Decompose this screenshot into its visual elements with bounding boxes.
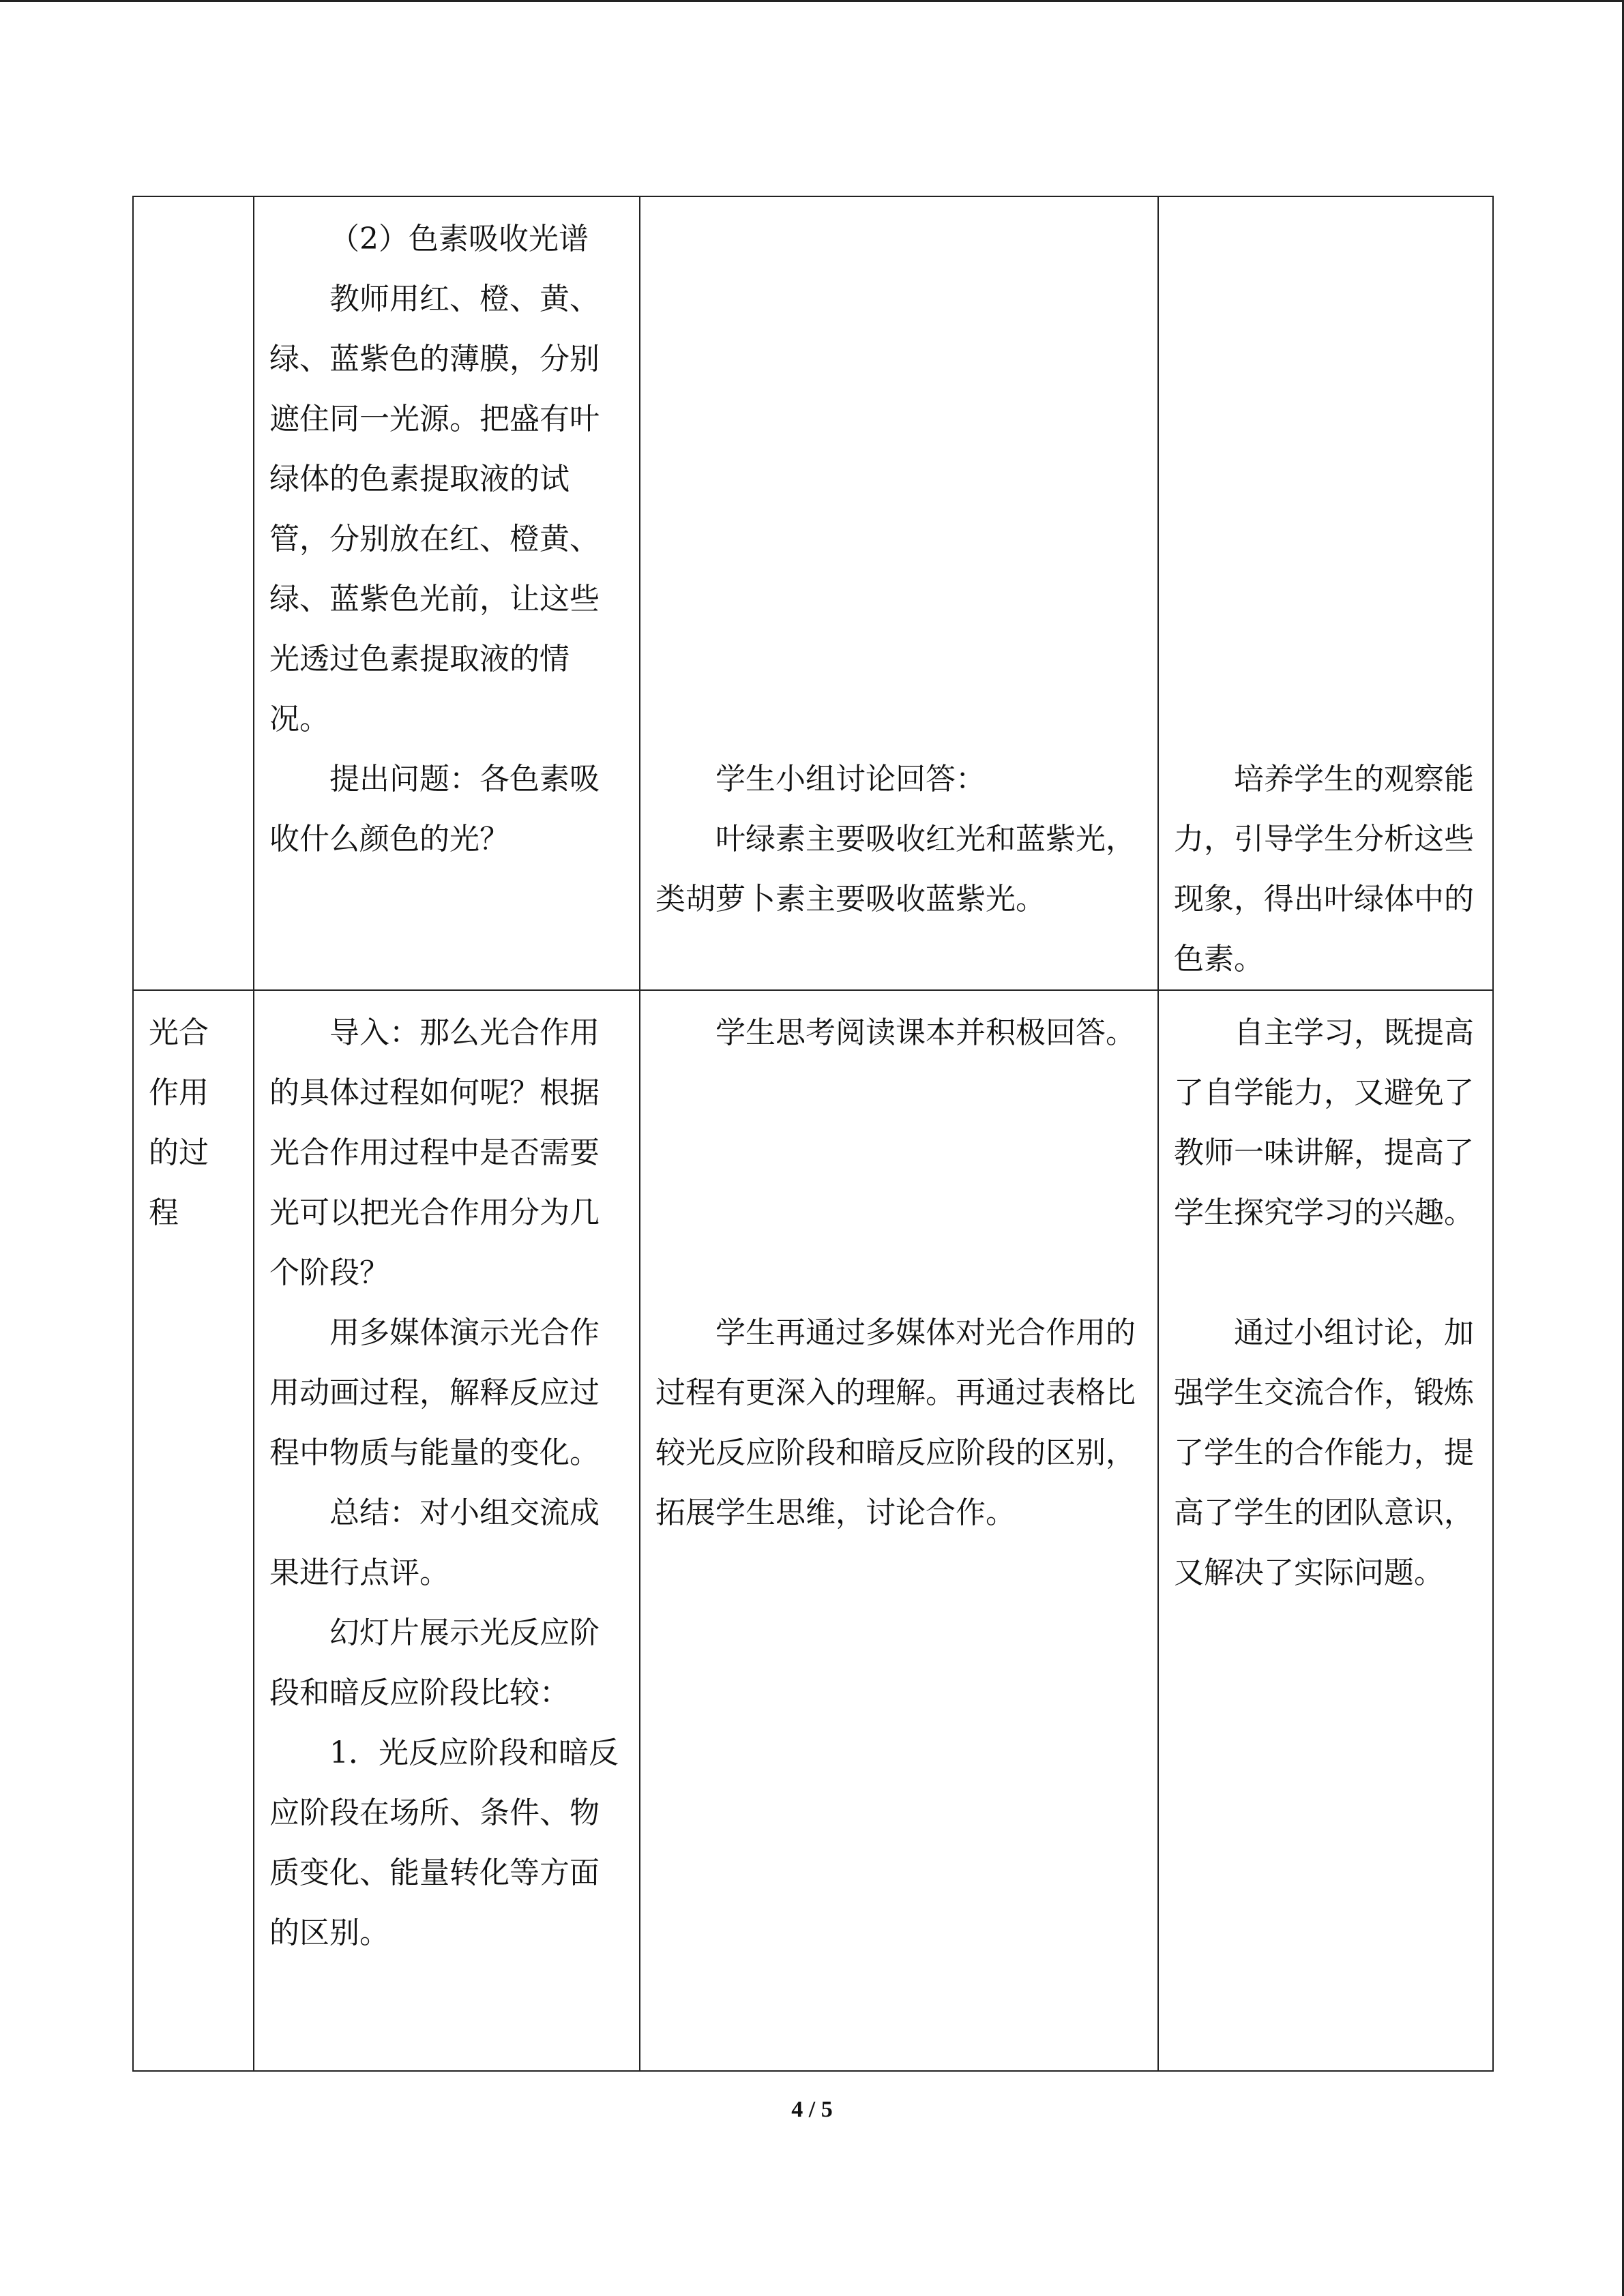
student-paragraph: 学生小组讨论回答： <box>715 762 986 796</box>
stage-cell <box>133 990 254 2071</box>
lesson-plan-table <box>132 196 1494 2072</box>
student-activity-cell <box>640 990 1158 2071</box>
student-paragraph: 叶绿素主要吸收红光和蓝紫光，类胡萝卜素主要吸收蓝紫光。 <box>655 822 1136 916</box>
intent-paragraph: 培养学生的观察能力，引导学生分析这些现象，得出叶绿体中的色素。 <box>1174 762 1474 976</box>
teacher-paragraph: 幻灯片展示光反应阶段和暗反应阶段比较： <box>269 1615 600 1710</box>
teacher-paragraph: （2）色素吸收光谱 <box>329 222 589 256</box>
teacher-paragraph: 教师用红、橙、黄、绿、蓝紫色的薄膜，分别遮住同一光源。把盛有叶绿体的色素提取液的试管，分别放在红、橙黄、绿、蓝紫色光前，让这些光透过色素提取液的情况。 <box>269 282 600 736</box>
design-intent-cell <box>1158 196 1493 990</box>
page-number: 4 / 5 <box>791 2097 833 2122</box>
student-paragraph: 学生再通过多媒体对光合作用的过程有更深入的理解。再通过表格比较光反应阶段和暗反应阶段的区别，拓展学生思维，讨论合作。 <box>655 1315 1136 1530</box>
teacher-activity-cell <box>254 990 640 2071</box>
table-row <box>133 196 1493 990</box>
stage-label: 光合作用的过程 <box>149 1015 209 1230</box>
teacher-paragraph: 提出问题：各色素吸收什么颜色的光？ <box>269 762 600 856</box>
teacher-paragraph: 1．光反应阶段和暗反应阶段在场所、条件、物质变化、能量转化等方面的区别。 <box>269 1735 619 1950</box>
student-paragraph: 学生思考阅读课本并积极回答。 <box>715 1015 1136 1050</box>
student-activity-cell <box>640 196 1158 990</box>
teacher-paragraph: 用多媒体演示光合作用动画过程，解释反应过程中物质与能量的变化。 <box>269 1315 600 1470</box>
design-intent-cell <box>1158 990 1493 2071</box>
teacher-activity-cell <box>254 196 640 990</box>
intent-paragraph: 通过小组讨论，加强学生交流合作，锻炼了学生的合作能力，提高了学生的团队意识，又解决了实际问题。 <box>1174 1315 1474 1590</box>
teacher-paragraph: 导入：那么光合作用的具体过程如何呢？根据光合作用过程中是否需要光可以把光合作用分为几个阶段？ <box>269 1015 600 1290</box>
intent-paragraph: 自主学习，既提高了自学能力，又避免了教师一味讲解，提高了学生探究学习的兴趣。 <box>1174 1015 1474 1230</box>
table-row <box>133 990 1493 2071</box>
teacher-paragraph: 总结：对小组交流成果进行点评。 <box>269 1495 600 1590</box>
stage-cell <box>133 196 254 990</box>
